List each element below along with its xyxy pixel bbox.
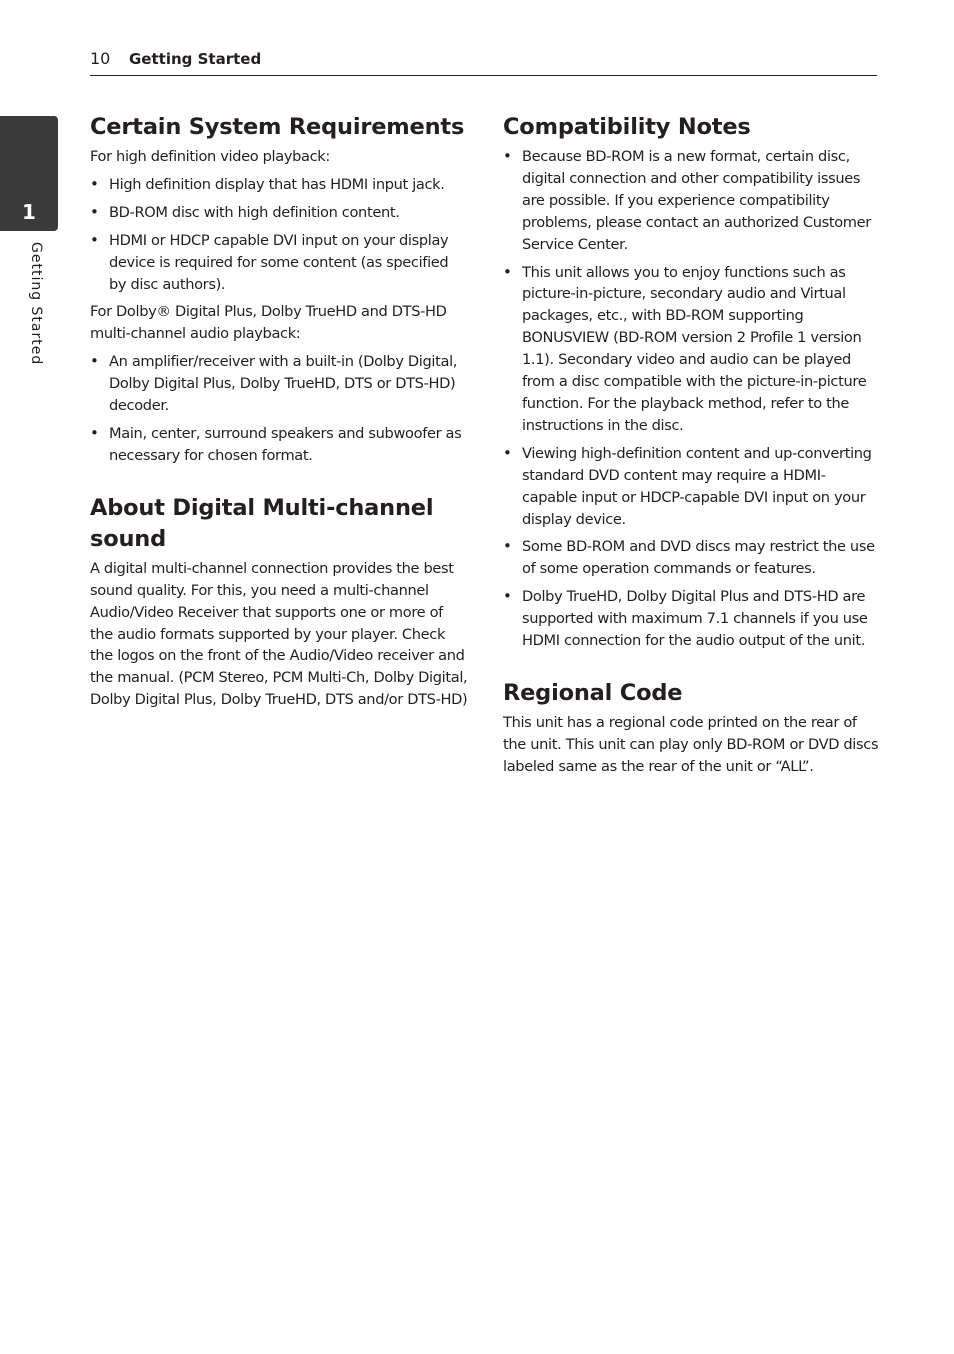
list-item: • BD-ROM disc with high definition content. — [90, 202, 468, 224]
section-heading-system-requirements: Certain System Requirements — [90, 114, 465, 140]
list-item: • Main, center, surround speakers and subwoofer as necessary for chosen format. — [90, 423, 468, 467]
audio-requirements-list — [90, 351, 468, 467]
header-title: Getting Started — [129, 50, 262, 68]
list-item: • An amplifier/receiver with a built-in (Dolby Digital, Dolby Digital Plus, Dolby TrueHD, DTS or DTS-HD) decoder. — [90, 351, 468, 417]
chapter-number: 1 — [22, 200, 36, 224]
compatibility-notes-list — [503, 146, 879, 652]
right-column — [503, 112, 879, 784]
hd-video-requirements-list — [90, 174, 468, 296]
list-item: • Viewing high-definition content and up-converting standard DVD content may require a HDMI-capable input or HDCP-capable DVI input on your display device. — [503, 443, 879, 531]
left-column — [90, 112, 468, 717]
section-heading-multichannel-sound: About Digital Multi-channel sound — [90, 494, 434, 552]
multichannel-sound-body: A digital multi-channel connection provides the best sound quality. For this, you need a multi-channel Audio/Video Receiver that supports one or more of the audio formats supported by your player. Check the logos on the front of the Audio/Video receiver and the manual. (PCM Stereo, PCM Multi-Ch, Dolby Digital, Dolby Digital Plus, Dolby TrueHD, DTS and/or DTS-HD) — [90, 559, 468, 709]
chapter-tab — [0, 116, 58, 231]
hd-video-intro: For high definition video playback: — [90, 148, 330, 165]
list-item: • HDMI or HDCP capable DVI input on your display device is required for some content (as specified by disc authors). — [90, 230, 468, 296]
list-item: • High definition display that has HDMI input jack. — [90, 174, 468, 196]
audio-playback-intro: For Dolby® Digital Plus, Dolby TrueHD and DTS-HD multi-channel audio playback: — [90, 303, 447, 343]
list-item: • Some BD-ROM and DVD discs may restrict the use of some operation commands or features. — [503, 536, 879, 580]
section-heading-compatibility-notes: Compatibility Notes — [503, 114, 751, 140]
regional-code-body: This unit has a regional code printed on the rear of the unit. This unit can play only BD-ROM or DVD discs labeled same as the rear of the unit or “ALL”. — [503, 713, 879, 775]
chapter-label: Getting Started — [28, 242, 44, 366]
page-number: 10 — [90, 49, 111, 68]
list-item: • This unit allows you to enjoy functions such as picture-in-picture, secondary audio and Virtual packages, etc., with BD-ROM supporting BONUSVIEW (BD-ROM version 2 Profile 1 version 1.1). Secondary video and audio can be played from a disc compatible with the picture-in-picture function. For the playback method, refer to the instructions in the disc. — [503, 262, 879, 437]
list-item: • Dolby TrueHD, Dolby Digital Plus and DTS-HD are supported with maximum 7.1 channels if you use HDMI connection for the audio output of the unit. — [503, 586, 879, 652]
section-heading-regional-code: Regional Code — [503, 679, 683, 706]
page-header — [90, 48, 877, 76]
list-item: • Because BD-ROM is a new format, certain disc, digital connection and other compatibility issues are possible. If you experience compatibility problems, please contact an authorized Customer Service Center. — [503, 146, 879, 256]
